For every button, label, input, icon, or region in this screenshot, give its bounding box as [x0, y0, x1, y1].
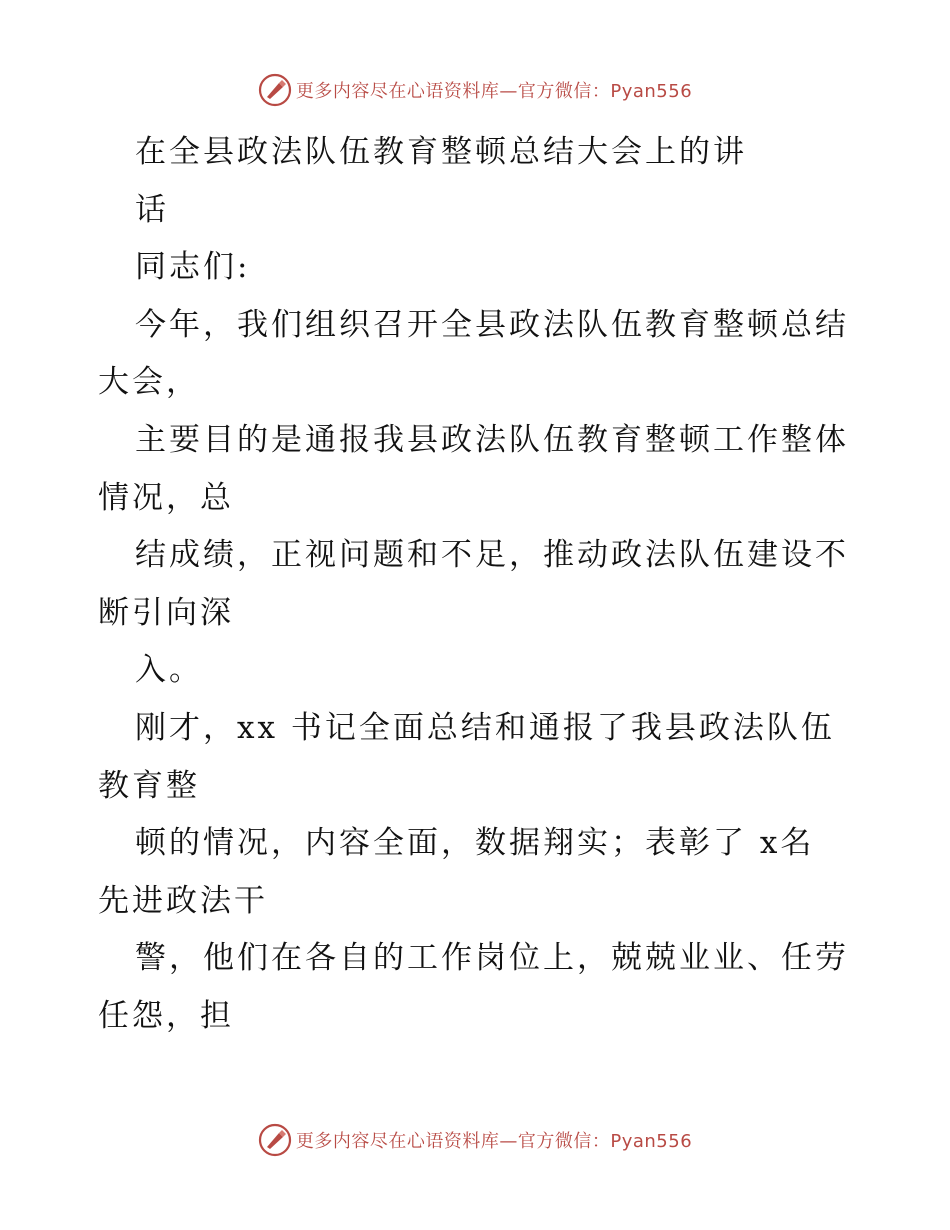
text-line: 结成绩，正视问题和不足，推动政法队伍建设不: [135, 537, 849, 574]
text-line: 顿的情况，内容全面，数据翔实；表彰了 x名: [135, 825, 815, 862]
document-body: [98, 124, 868, 1046]
text-line: 教育整: [98, 767, 200, 804]
text-line: 刚才，xx 书记全面总结和通报了我县政法队伍: [135, 709, 835, 746]
text-line: 先进政法干: [98, 882, 268, 919]
text-line: 任怨，担: [98, 997, 234, 1034]
text-line: 警，他们在各自的工作岗位上，兢兢业业、任劳: [135, 940, 849, 977]
footer-banner-text: 更多内容尽在心语资料库—官方微信：Pyan556: [295, 1131, 693, 1152]
text-line: 话: [135, 191, 169, 228]
text-line: 同志们:: [135, 249, 251, 286]
text-line: 在全县政法队伍教育整顿总结大会上的讲: [135, 134, 747, 170]
text-line: 入。: [135, 652, 203, 689]
header-banner-text: 更多内容尽在心语资料库—官方微信：Pyan556: [295, 81, 693, 102]
pen-nib-logo-icon: [258, 1123, 292, 1157]
pen-nib-logo-icon: [258, 73, 292, 107]
text-line: 主要目的是通报我县政法队伍教育整顿工作整体: [135, 421, 849, 458]
footer-banner: [0, 1120, 950, 1160]
text-line: 断引向深: [98, 594, 234, 631]
text-line: 大会，: [98, 364, 200, 401]
text-line: 今年，我们组织召开全县政法队伍教育整顿总结: [135, 306, 849, 343]
header-banner: [0, 70, 950, 110]
text-line: 情况，总: [98, 479, 234, 516]
